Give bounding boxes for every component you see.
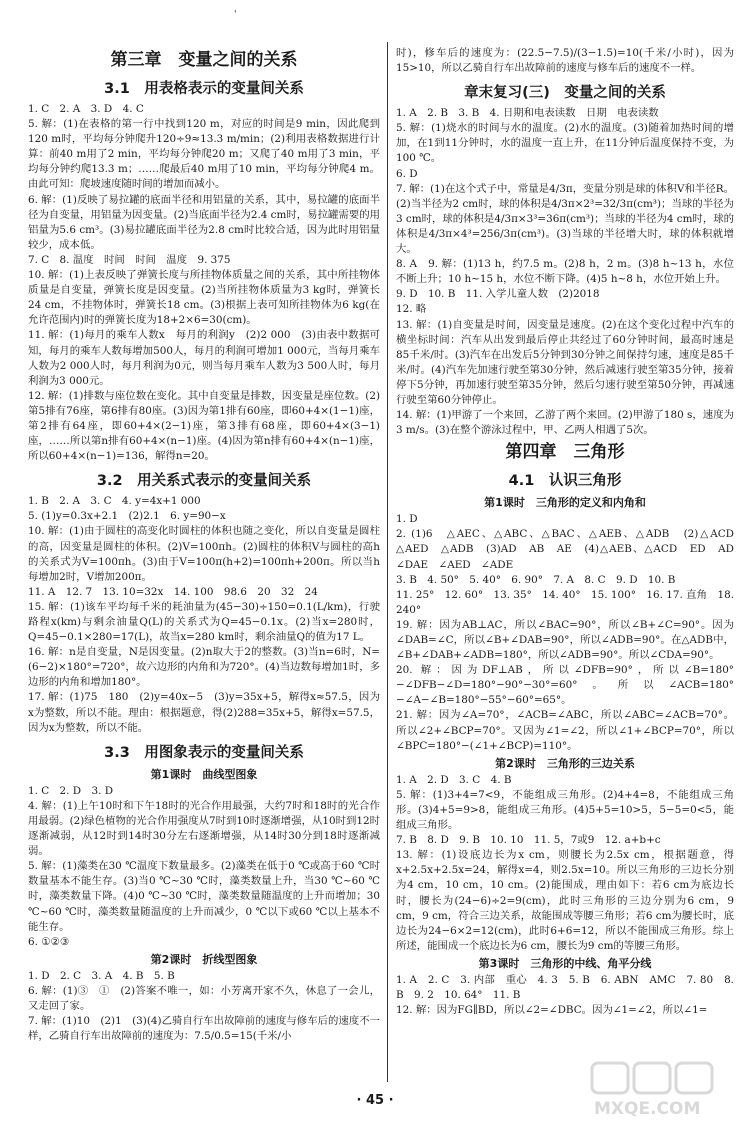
section-title: 3.3 用图象表示的变量间关系 bbox=[104, 744, 304, 761]
answer-paragraph: 1. A 2. B 3. B 4. 日期和电表读数 日期 电表读数 bbox=[396, 107, 659, 120]
lesson-title: 第2课时 折线型图象 bbox=[150, 952, 258, 966]
watermark-logo bbox=[588, 1059, 738, 1121]
answer-paragraph: 10. 解：(1)上表反映了弹簧长度与所挂物体质量之间的关系，其中所挂物体质量是自变量，弹簧长度是因变量。(2)当所挂物体质量为3 kg时，弹簧长24 cm，不挂物体时，弹簧长18 cm。(3)根据上表可知所挂物体为6 kg(在允许范围内)时的弹簧长度为18+2×6=30(cm)。 bbox=[28, 269, 380, 327]
answer-paragraph: 13. 解：(1)设底边长为x cm，则腰长为2.5x cm，根据题意，得x+2.5x+2.5x=24，解得x=4，则2.5x=10。所以三角形的三边长分别为4 cm，10 cm，10 cm。(2)能围成，理由如下：若6 cm为底边长时，腰长为(24−6)÷2=9(cm)，此时三角形的三边分别为6 cm，9 cm，9 cm，符合三边关系，故能围成等腰三角形；若6 cm为腰长时，底边长为24−6×2=12(cm)，此时6+6=12，所以不能围成三角形。综上所述，能围成一个底边长为6 cm，腰长为9 cm的等腰三角形。 bbox=[396, 849, 734, 952]
answer-paragraph: 5. 解：(1)烧水的时间与水的温度。(2)水的温度。(3)随着加热时间的增加，在1到11分钟时，水的温度一直上升，在11分钟后温度保持不变，为100 ℃。 bbox=[396, 122, 734, 165]
chapter-title: 第四章 三角形 bbox=[505, 442, 625, 463]
answer-paragraph: 1. A 2. C 3. 内部 重心 4. 3 5. B 6. ABN AMC 7. 80 8. B 9. 2 10. 64° 11. B bbox=[396, 973, 734, 1001]
top-mark: ' bbox=[234, 10, 237, 20]
answer-paragraph: 7. C 8. 温度 时间 时间 温度 9. 375 bbox=[28, 253, 231, 266]
answer-paragraph: 21. 解：因为∠A=70°，∠ACB=∠ABC，所以∠ABC=∠ACB=70°。所以∠2+∠BCP=70°。又因为∠1=∠2，所以∠1+∠BCP=70°，所以∠BPC=180°−(∠1+∠BCP)=110°。 bbox=[396, 709, 734, 752]
answer-paragraph: 7. 解：(1)10 (2)1 (3)(4)乙骑自行车出故障前的速度与修车后的速度不一样，乙骑自行车出故障前的速度为：7.5/0.5=15(千米/小 bbox=[28, 1015, 380, 1043]
answer-paragraph: 16. 解：n是自变量，N是因变量。(2)n取大于2的整数。(3)当n=6时，N=(6−2)×180°=720°，故六边形的内角和为720°。(4)当边数每增加1时，多边形的内角和增加180°。 bbox=[28, 646, 380, 689]
section-title: 3.2 用关系式表示的变量间关系 bbox=[96, 473, 312, 490]
answer-paragraph: 7. B 8. D 9. B 10. 10 11. 5，7或9 12. a+b+c bbox=[396, 834, 661, 847]
answer-paragraph: 20. 解：因为DF⊥AB，所以∠DFB=90°，所以∠B=180°−∠DFB−∠D=180°−90°−30°=60°。所以∠ACB=180°−∠A−∠B=180°−55°−60°=65°。 bbox=[396, 664, 734, 707]
answer-paragraph: 8. A 9. 解：(1)13 h，约7.5 m。(2)8 h，2 m。(3)8 h~13 h，水位不断上升；10 h~15 h，水位不断下降。(4)5 h~8 h，水位开始上升。 bbox=[396, 258, 734, 286]
answer-paragraph: 1. A 2. D 3. C 4. B bbox=[396, 773, 512, 786]
lesson-title: 第2课时 三角形的三边关系 bbox=[495, 756, 635, 770]
section-title: 3.1 用表格表示的变量间关系 bbox=[104, 81, 304, 97]
answer-paragraph: 13. 解：(1)自变量是时间，因变量是速度。(2)在这个变化过程中汽车的横坐标时间：汽车从出发到最后停止共经过了60分钟时间，最高时速是85千米/时。(3)汽车在出发后5分钟到30分钟之间保持匀速，速度是85千米/时。(4)汽车先加速行驶至第30分钟，然后减速行驶至第35分钟，接着停下5分钟，再加速行驶至第35分钟，然后匀速行驶至第50分钟，再减速行驶至第60分钟停止。 bbox=[396, 318, 734, 406]
answer-paragraph: 6. 解：(1)③ ① (2)答案不唯一，如：小芳离开家不久，休息了一会儿，又走回了家。 bbox=[28, 984, 380, 1012]
column-divider bbox=[387, 42, 388, 1082]
answer-paragraph: 12. 解：(1)排数与座位数在变化。其中自变量是排数，因变量是座位数。(2)第5排有76座，第6排有80座。(3)因为第1排有60座，即60+4×(1−1)座，第2排有64座，即60+4×(2−1)座，第3排有68座，即60+4×(3−1)座，……所以第n排有60+4×(n−1)座。(4)因为第n排有60+4×(n−1)座，所以60+4×(n−1)=136，解得n=20。 bbox=[28, 389, 380, 463]
answer-paragraph: 1. D 2. C 3. A 4. B 5. B bbox=[28, 969, 175, 982]
answer-paragraph: 19. 解：因为AB⊥AC，所以∠BAC=90°，所以∠B+∠C=90°。因为∠DAB=∠C，所以∠B+∠DAB=90°，所以∠ADB=90°。在△ADB中，∠B+∠DAB+∠ADB=180°，所以∠ADB=90°。所以∠CDA=90°。 bbox=[396, 618, 734, 662]
answer-paragraph: 5. 解：(1)藻类在30 ℃温度下数量最多。(2)藻类在低于0 ℃或高于60 ℃时数量基本不能生存。(3)当0 ℃~30 ℃时，藻类数量上升，当30 ℃~60 ℃时，藻类数量下降。(4)0 ℃~30 ℃时，藻类数量随温度的上升而增加；30 ℃~60 ℃时，藻类数量随温度的上升而减少，0 ℃以下或60 ℃以上基本不能生存。 bbox=[28, 860, 380, 933]
answer-paragraph: 12. 解：因为FG∥BD，所以∠2=∠DBC。因为∠1=∠2，所以∠1= bbox=[396, 1004, 708, 1017]
answer-paragraph: 时)，修车后的速度为：(22.5−7.5)/(3−1.5)=10(千米/小时)，因为15>10，所以乙骑自行车出故障前的速度与修车后的速度不一样。 bbox=[396, 47, 734, 75]
answer-paragraph: 5. 解：(1)在表格的第一行中找到120 m，对应的时间是9 min，因此爬到120 m时，平均每分钟爬升120÷9≈13.3 m/min；(2)利用表格数据进行计算：前40 m用了2 min，平均每分钟爬20 m；又爬了40 m用了3 min，平均每分钟约爬13.3 m；……爬最后40 m用了10 min，平均每分钟爬4 m。由此可知：爬坡速度随时间的增加而减小。 bbox=[28, 118, 380, 191]
lesson-title: 第3课时 三角形的中线、角平分线 bbox=[478, 956, 652, 970]
answer-paragraph: 12. 略 bbox=[396, 303, 427, 316]
answer-paragraph: 1. D bbox=[396, 513, 418, 526]
answer-paragraph: 5. 解：(1)3+4=7<9，不能组成三角形。(2)4+4=8，不能组成三角形。(3)4+5=9>8，能组成三角形。(4)5+5=10>5，5−5=0<5，能组成三角形。 bbox=[396, 788, 734, 832]
answer-paragraph: 4. 解：(1)上午10时和下午18时的光合作用最强，大约7时和18时的光合作用最弱。(2)绿色植物的光合作用强度从7时到10时逐渐增强，从10时到12时逐渐减弱，从12时到14时30分左右逐渐增强，从14时30分到18时逐渐减弱。 bbox=[28, 799, 380, 858]
answer-paragraph: 11. A 12. 7 13. 10=32x 14. 100 98.6 20 32 24 bbox=[28, 585, 318, 598]
answer-paragraph: 11. 解：(1)每月的乘车人数x 每月的利润y (2)2 000 (3)由表中数据可知，每月的乘车人数每增加500人，每月的利润可增加1 000元，当每月乘车人数为2 000人时，每月利润为0元，则当每月乘车人数为3 500人时，每月利润为3 000元。 bbox=[28, 329, 380, 387]
answer-paragraph: 6. 解：(1)反映了易拉罐的底面半径和用铝量的关系，其中，易拉罐的底面半径为自变量，用铝量为因变量。(2)当底面半径为2.4 cm时，易拉罐需要的用铝量为5.6 cm³。(3)易拉罐底面半径为2.8 cm时比较合适，因为此时用铝量较少，成本低。 bbox=[28, 193, 380, 251]
answer-paragraph: 1. C 2. D 3. D bbox=[28, 784, 114, 797]
answer-paragraph: 10. 解：(1)由于圆柱的高变化时圆柱的体积也随之变化，所以自变量是圆柱的高，因变量是圆柱的体积。(2)V=100πh。(2)圆柱的体积V与圆柱的高h的关系式为V=100πh。(3)由于V=100π(h+2)=100πh+200π。所以当h每增加2时，V增加200π。 bbox=[28, 525, 380, 583]
answer-paragraph: 17. 解：(1)75 180 (2)y=40x−5 (3)y=35x+5，解得x≈57.5，因为x为整数，所以不能。理由：根据题意，得(2)288=35x+5，解得x=57.5，因为x为整数，所以不能。 bbox=[28, 691, 380, 734]
answer-paragraph: 2. (1)6 △AEC、△ABC、△BAC、△AEB、△ADB (2)△ACD △AED △ADB (3)AD AB AE (4)△AEB、△ACD ED AD ∠DAE ∠AED ∠ADE bbox=[396, 528, 745, 571]
chapter-title: 第三章 变量之间的关系 bbox=[110, 50, 298, 70]
answer-paragraph: 7. 解：(1)在这个式子中，常量是4/3π，变量分别是球的体积V和半径R。(2)当半径为2 cm时，球的体积是4/3π×2³=32/3π(cm³)；当球的半径为3 cm时，球的体积是4/3π×3³=36π(cm³)；当球的半径为4 cm时，球的体积是4/3π×4³=256/3π(cm³)。(3)当球的半径增大时，球的体积就增大。 bbox=[396, 182, 734, 256]
answer-paragraph: 15. 解：(1)该车平均每千米的耗油量为(45−30)÷150=0.1(L/km)，行驶路程x(km)与剩余油量Q(L)的关系式为Q=45−0.1x。(2)当x=280时，Q=45−0.1×280=17(L)，故当x=280 km时，剩余油量Q的值为17 L。 bbox=[28, 600, 380, 644]
page-number: · 45 · bbox=[356, 1093, 394, 1108]
answer-paragraph: 6. ①②③ bbox=[28, 935, 70, 948]
answer-paragraph: 11. 25° 12. 60° 13. 35° 14. 40° 15. 100° 16. 17. 直角 18. 240° bbox=[396, 588, 734, 616]
section-title: 4.1 认识三角形 bbox=[508, 473, 622, 490]
answer-paragraph: 14. 解：(1)甲游了一个来回，乙游了两个来回。(2)甲游了180 s，速度为3 m/s。(3)在整个游泳过程中，甲、乙两人相遇了5次。 bbox=[396, 409, 734, 437]
answer-paragraph: 1. B 2. A 3. C 4. y=4x+1 000 bbox=[28, 495, 201, 508]
answer-paragraph: 1. C 2. A 3. D 4. C bbox=[28, 103, 144, 115]
answer-paragraph: 9. D 10. B 11. 入学儿童人数 (2)2018 bbox=[396, 288, 600, 301]
lesson-title: 第1课时 三角形的定义和内角和 bbox=[484, 496, 646, 510]
lesson-title: 第1课时 曲线型图象 bbox=[150, 767, 258, 781]
right-column bbox=[396, 46, 745, 1018]
left-column bbox=[28, 46, 380, 1044]
answer-paragraph: 6. D bbox=[396, 167, 418, 180]
svg-text:MXQE.COM: MXQE.COM bbox=[594, 1099, 701, 1119]
answer-paragraph: 3. B 4. 50° 5. 40° 6. 90° 7. A 8. C 9. D 10. B bbox=[396, 573, 676, 586]
section-title: 章末复习(三) 变量之间的关系 bbox=[464, 85, 666, 102]
answer-paragraph: 5. (1)y=0.3x+2.1 (2)2.1 6. y=90−x bbox=[28, 510, 226, 523]
